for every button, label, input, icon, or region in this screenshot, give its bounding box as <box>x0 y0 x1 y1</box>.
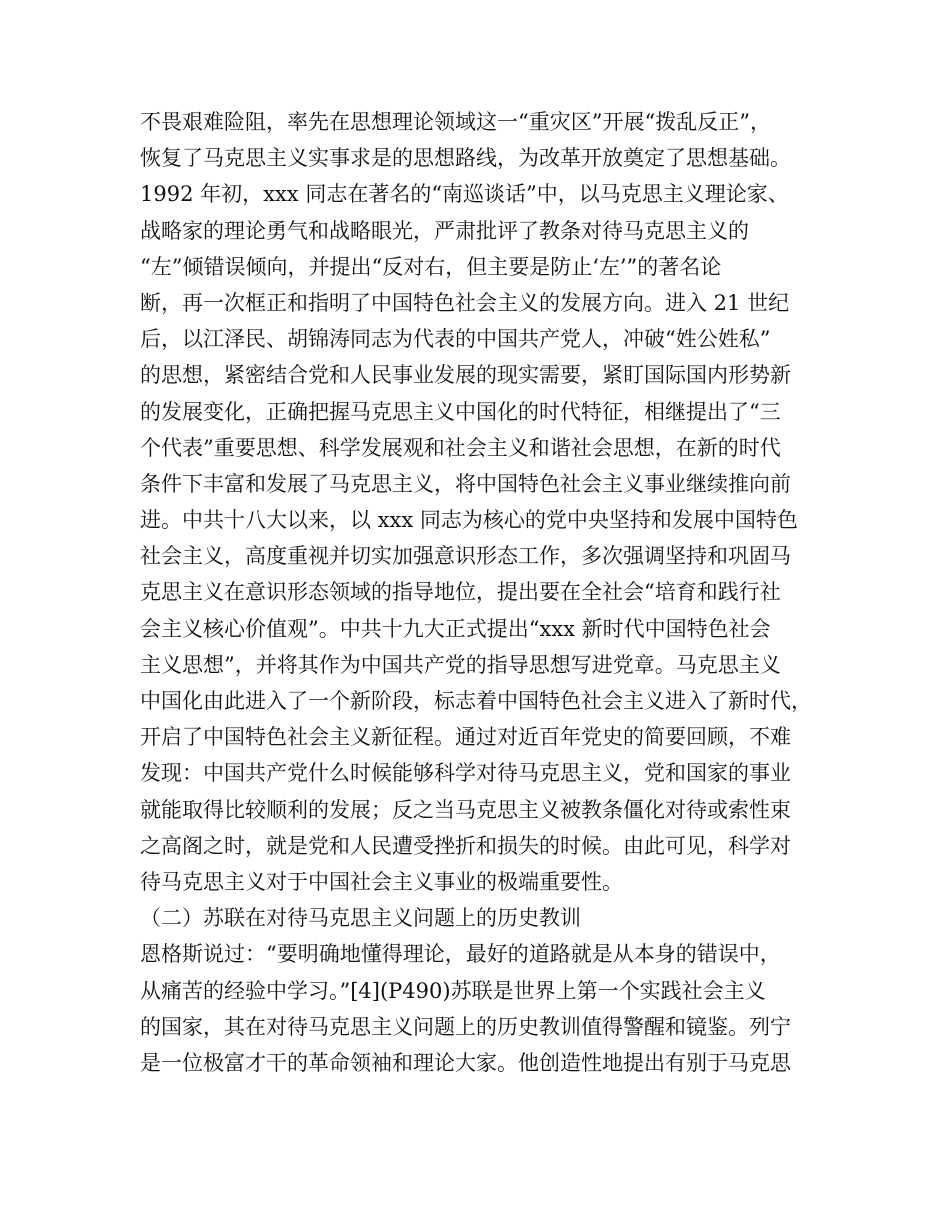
text-line: 的国家，其在对待马克思主义问题上的历史教训值得警醒和镜鉴。列宁 <box>140 1014 791 1039</box>
body-text <box>140 104 840 1081</box>
text-line: 恩格斯说过：“要明确地懂得理论，最好的道路就是从本身的错误中， <box>140 942 781 967</box>
text-line: 主义思想”，并将其作为中国共产党的指导思想写进党章。马克思主义 <box>140 652 781 677</box>
text-line: 个代表”重要思想、科学发展观和社会主义和谐社会思想，在新的时代 <box>140 435 781 460</box>
text-line: 的思想，紧密结合党和人民事业发展的现实需要，紧盯国际国内形势新 <box>140 363 791 388</box>
text-line: 会主义核心价值观”。中共十九大正式提出“xxx 新时代中国特色社会 <box>140 616 771 641</box>
section-heading: （二）苏联在对待马克思主义问题上的历史教训 <box>140 906 581 931</box>
text-line: 断，再一次框正和指明了中国特色社会主义的发展方向。进入 21 世纪 <box>140 290 790 315</box>
text-line: 待马克思主义对于中国社会主义事业的极端重要性。 <box>140 869 623 894</box>
text-line: “左”倾错误倾向，并提出“反对右，但主要是防止‘左’”的著名论 <box>140 254 722 279</box>
text-line: 1992 年初，xxx 同志在著名的“南巡谈话”中，以马克思主义理论家、 <box>140 182 789 207</box>
text-line: 战略家的理论勇气和战略眼光，严肃批评了教条对待马克思主义的 <box>140 218 749 243</box>
text-line: 中国化由此进入了一个新阶段，标志着中国特色社会主义进入了新时代， <box>140 689 812 713</box>
text-line: 从痛苦的经验中学习。”[4](P490)苏联是世界上第一个实践社会主义 <box>140 978 766 1003</box>
text-line: 是一位极富才干的革命领袖和理论大家。他创造性地提出有别于马克思 <box>140 1050 791 1075</box>
text-line: 条件下丰富和发展了马克思主义，将中国特色社会主义事业继续推向前 <box>140 471 791 496</box>
text-line: 开启了中国特色社会主义新征程。通过对近百年党史的简要回顾，不难 <box>140 725 791 750</box>
text-line: 恢复了马克思主义实事求是的思想路线，为改革开放奠定了思想基础。 <box>140 146 791 171</box>
text-line: 进。中共十八大以来，以 xxx 同志为核心的党中央坚持和发展中国特色 <box>140 508 798 533</box>
text-line: 后，以江泽民、胡锦涛同志为代表的中国共产党人，冲破“姓公姓私” <box>140 327 771 352</box>
text-line: 之高阁之时，就是党和人民遭受挫折和损失的时候。由此可见，科学对 <box>140 833 791 858</box>
text-line: 的发展变化，正确把握马克思主义中国化的时代特征，相继提出了“三 <box>140 399 781 424</box>
text-line: 克思主义在意识形态领域的指导地位，提出要在全社会“培育和践行社 <box>140 580 781 605</box>
text-line: 发现：中国共产党什么时候能够科学对待马克思主义，党和国家的事业 <box>140 761 791 786</box>
text-line: 不畏艰难险阻，率先在思想理论领域这一“重灾区”开展“拨乱反正”， <box>140 110 771 134</box>
text-line: 就能取得比较顺利的发展；反之当马克思主义被教条僵化对待或索性束 <box>140 797 791 822</box>
text-line: 社会主义，高度重视并切实加强意识形态工作，多次强调坚持和巩固马 <box>140 544 791 569</box>
